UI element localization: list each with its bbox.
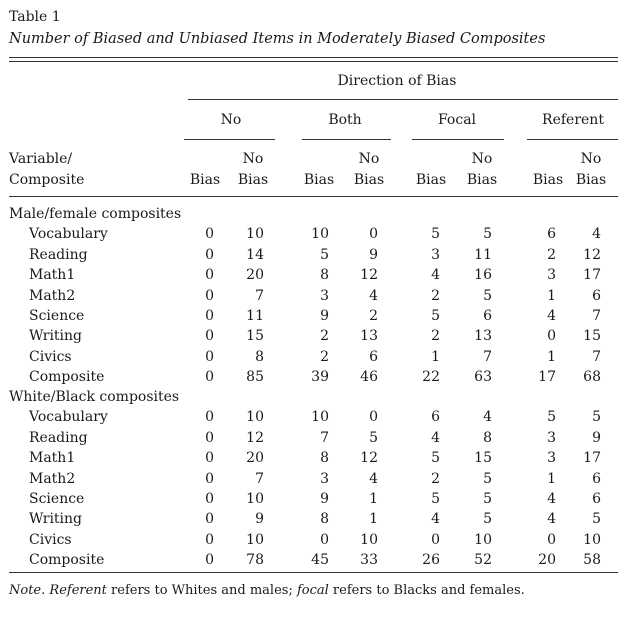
table-cell: 26 <box>422 552 440 569</box>
col-header-no: No <box>471 151 493 167</box>
table-cell: 1 <box>547 287 556 304</box>
table-cell: 0 <box>205 409 214 426</box>
table-number: Table 1 <box>9 9 61 25</box>
table-cell: 10 <box>583 531 601 548</box>
table-cell: 7 <box>592 348 601 365</box>
table-cell: 0 <box>205 267 214 284</box>
col-header-nobias: Bias <box>466 172 498 188</box>
row-label: Vocabulary <box>29 226 108 243</box>
col-header-bias: Bias <box>532 172 564 188</box>
table-cell: 6 <box>592 287 601 304</box>
table-cell: 0 <box>369 226 378 243</box>
table-cell: 4 <box>547 491 556 507</box>
header-bottom-rule <box>9 196 618 197</box>
bottom-rule <box>9 572 618 573</box>
row-label: Science <box>29 308 85 324</box>
table-cell: 3 <box>320 287 329 304</box>
col-header-nobias: Bias <box>575 172 607 188</box>
table-cell: 3 <box>547 429 556 446</box>
group-rule-referent <box>527 139 618 140</box>
table-cell: 16 <box>474 267 492 284</box>
table-cell: 5 <box>431 308 440 324</box>
col-header-nobias: Bias <box>237 172 269 188</box>
table-cell: 9 <box>320 491 329 507</box>
table-cell: 6 <box>369 348 378 365</box>
row-label: Reading <box>29 429 88 446</box>
table-note <box>9 583 525 598</box>
table-cell: 10 <box>246 491 264 507</box>
col-header-bias: Bias <box>415 172 447 188</box>
table-cell: 5 <box>483 226 492 243</box>
row-label: Math2 <box>29 470 76 487</box>
group-header-referent: Referent <box>542 112 604 128</box>
table-cell: 9 <box>592 429 601 446</box>
table-cell: 20 <box>246 450 264 467</box>
table-cell: 5 <box>592 409 601 426</box>
table-cell: 45 <box>311 552 329 569</box>
table-cell: 1 <box>369 491 378 507</box>
table-cell: 11 <box>474 246 492 263</box>
table-cell: 7 <box>255 470 264 487</box>
table-cell: 10 <box>246 409 264 426</box>
table-cell: 12 <box>583 246 601 263</box>
row-label: Reading <box>29 246 88 263</box>
table-cell: 10 <box>360 531 378 548</box>
table-cell: 13 <box>360 328 378 345</box>
table-cell: 4 <box>547 308 556 324</box>
table-cell: 78 <box>246 552 264 569</box>
table-cell: 46 <box>360 369 378 386</box>
table-cell: 85 <box>246 369 264 386</box>
note-mid-text: refers to Whites and males; <box>106 583 297 598</box>
table-cell: 0 <box>205 369 214 386</box>
table-cell: 2 <box>320 328 329 345</box>
table-cell: 10 <box>474 531 492 548</box>
table-cell: 5 <box>483 470 492 487</box>
table-cell: 6 <box>592 491 601 507</box>
table-cell: 8 <box>483 429 492 446</box>
table-cell: 4 <box>483 409 492 426</box>
table-cell: 11 <box>246 308 264 324</box>
table-cell: 9 <box>369 246 378 263</box>
table-cell: 0 <box>205 491 214 507</box>
table-cell: 0 <box>205 531 214 548</box>
table-cell: 0 <box>547 531 556 548</box>
note-label: Note. <box>9 583 46 598</box>
table-cell: 15 <box>583 328 601 345</box>
table-cell: 8 <box>320 267 329 284</box>
table-cell: 15 <box>246 328 264 345</box>
table-cell: 8 <box>320 450 329 467</box>
table-cell: 52 <box>474 552 492 569</box>
section-label: White/Black composites <box>9 389 180 405</box>
table-cell: 4 <box>547 511 556 528</box>
table-cell: 0 <box>205 450 214 467</box>
direction-of-bias-header: Direction of Bias <box>337 73 457 89</box>
col-header-no: No <box>358 151 380 167</box>
top-rule-1 <box>9 57 618 58</box>
table-cell: 12 <box>246 429 264 446</box>
table-cell: 22 <box>422 369 440 386</box>
table-cell: 1 <box>431 348 440 365</box>
table-title: Number of Biased and Unbiased Items in Moderately Biased Composites <box>9 31 546 47</box>
row-label: Math1 <box>29 450 76 467</box>
row-label: Composite <box>29 552 105 569</box>
table-cell: 5 <box>592 511 601 528</box>
row-label: Writing <box>29 511 83 528</box>
table-cell: 5 <box>431 450 440 467</box>
row-label: Civics <box>29 348 72 365</box>
col-header-nobias: Bias <box>353 172 385 188</box>
table-cell: 0 <box>205 511 214 528</box>
table-cell: 63 <box>474 369 492 386</box>
table-cell: 5 <box>483 491 492 507</box>
table-cell: 9 <box>255 511 264 528</box>
table-cell: 0 <box>205 308 214 324</box>
table-cell: 4 <box>431 511 440 528</box>
group-rule-no <box>184 139 275 140</box>
col-header-no: No <box>242 151 264 167</box>
table-cell: 0 <box>205 226 214 243</box>
table-cell: 7 <box>255 287 264 304</box>
table-cell: 5 <box>547 409 556 426</box>
row-label: Math1 <box>29 267 76 284</box>
table-cell: 2 <box>547 246 556 263</box>
note-end-text: refers to Blacks and females. <box>328 583 525 598</box>
table-cell: 6 <box>431 409 440 426</box>
top-rule-2 <box>9 61 618 62</box>
table-cell: 0 <box>431 531 440 548</box>
table-cell: 0 <box>547 328 556 345</box>
table-cell: 12 <box>360 267 378 284</box>
table-cell: 20 <box>538 552 556 569</box>
row-label: Vocabulary <box>29 409 108 426</box>
note-referent-word: Referent <box>49 583 107 598</box>
table-cell: 5 <box>431 491 440 507</box>
table-cell: 8 <box>320 511 329 528</box>
table-cell: 4 <box>431 429 440 446</box>
table-cell: 58 <box>583 552 601 569</box>
table-cell: 0 <box>205 470 214 487</box>
note-focal-word: focal <box>296 583 329 598</box>
group-rule-focal <box>412 139 504 140</box>
table-cell: 3 <box>547 450 556 467</box>
table-cell: 5 <box>483 287 492 304</box>
row-label: Math2 <box>29 287 76 304</box>
table-cell: 39 <box>311 369 329 386</box>
row-label: Science <box>29 491 85 507</box>
col-header-bias: Bias <box>303 172 335 188</box>
table-cell: 1 <box>369 511 378 528</box>
table-cell: 0 <box>205 246 214 263</box>
table-cell: 3 <box>431 246 440 263</box>
table-cell: 1 <box>547 348 556 365</box>
col-header-bias: Bias <box>189 172 221 188</box>
group-header-focal: Focal <box>437 112 477 128</box>
section-label: Male/female composites <box>9 206 182 222</box>
table-cell: 9 <box>320 308 329 324</box>
table-cell: 0 <box>320 531 329 548</box>
table-cell: 10 <box>246 226 264 243</box>
table-cell: 0 <box>205 328 214 345</box>
col-header-no: No <box>580 151 602 167</box>
table-cell: 2 <box>431 470 440 487</box>
table-cell: 8 <box>255 348 264 365</box>
table-cell: 0 <box>205 348 214 365</box>
table-cell: 2 <box>320 348 329 365</box>
row-label: Civics <box>29 531 72 548</box>
table-cell: 13 <box>474 328 492 345</box>
table-cell: 5 <box>483 511 492 528</box>
table-cell: 3 <box>320 470 329 487</box>
table-cell: 17 <box>583 267 601 284</box>
table-cell: 4 <box>369 470 378 487</box>
table-cell: 14 <box>246 246 264 263</box>
table-cell: 2 <box>369 308 378 324</box>
table-cell: 5 <box>431 226 440 243</box>
group-header-no: No <box>220 112 242 128</box>
table-cell: 2 <box>431 328 440 345</box>
row-label: Composite <box>29 369 105 386</box>
table-cell: 10 <box>311 226 329 243</box>
table-cell: 0 <box>205 552 214 569</box>
table-cell: 20 <box>246 267 264 284</box>
table-cell: 0 <box>205 429 214 446</box>
table-cell: 7 <box>483 348 492 365</box>
group-header-both: Both <box>328 112 362 128</box>
stub-header-line2: Composite <box>9 172 85 188</box>
table-cell: 10 <box>246 531 264 548</box>
table-cell: 5 <box>369 429 378 446</box>
table-cell: 5 <box>320 246 329 263</box>
table-cell: 2 <box>431 287 440 304</box>
table-cell: 4 <box>431 267 440 284</box>
table-cell: 7 <box>592 308 601 324</box>
table-cell: 17 <box>583 450 601 467</box>
stub-header-line1: Variable/ <box>9 151 73 167</box>
group-rule-both <box>302 139 391 140</box>
table-cell: 10 <box>311 409 329 426</box>
table-cell: 68 <box>583 369 601 386</box>
table-cell: 0 <box>369 409 378 426</box>
table-cell: 4 <box>592 226 601 243</box>
table-cell: 6 <box>483 308 492 324</box>
table-cell: 0 <box>205 287 214 304</box>
table-cell: 7 <box>320 429 329 446</box>
spanner-rule <box>188 99 618 100</box>
table-cell: 6 <box>592 470 601 487</box>
table-cell: 15 <box>474 450 492 467</box>
table-cell: 6 <box>547 226 556 243</box>
row-label: Writing <box>29 328 83 345</box>
table-cell: 12 <box>360 450 378 467</box>
table-cell: 17 <box>538 369 556 386</box>
table-cell: 1 <box>547 470 556 487</box>
table-cell: 33 <box>360 552 378 569</box>
table-cell: 3 <box>547 267 556 284</box>
table-cell: 4 <box>369 287 378 304</box>
